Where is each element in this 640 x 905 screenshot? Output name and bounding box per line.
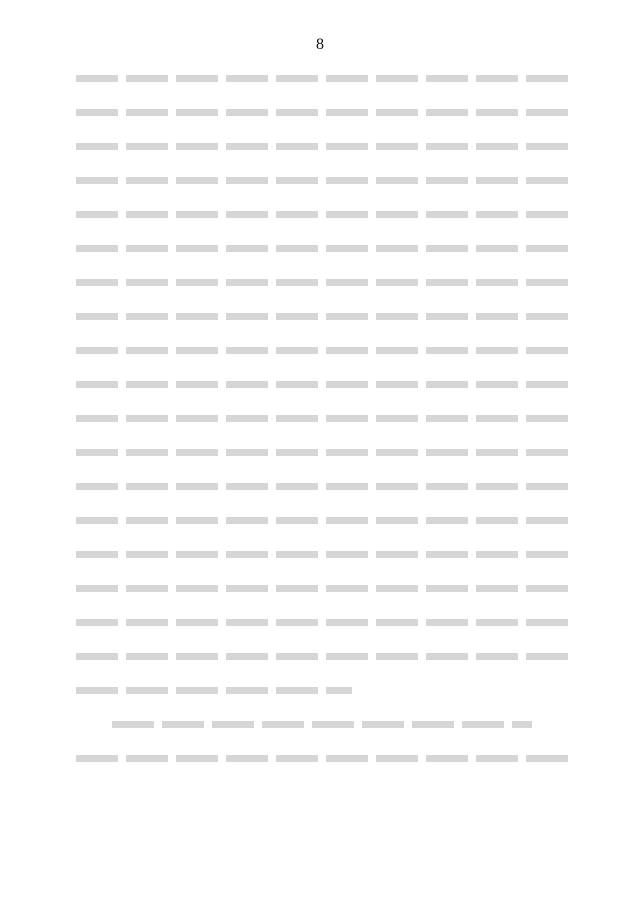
paragraph-12 <box>76 716 568 767</box>
text-line <box>76 206 568 223</box>
text-line <box>76 274 568 291</box>
text-line <box>76 308 568 325</box>
text-line <box>76 546 568 563</box>
text-line <box>76 512 568 529</box>
text-line <box>76 614 568 631</box>
text-line <box>76 478 568 495</box>
text-line <box>76 240 568 257</box>
text-line <box>76 70 568 87</box>
text-line <box>76 444 568 461</box>
text-line <box>76 376 568 393</box>
text-line <box>76 750 568 767</box>
body-text <box>76 70 568 784</box>
text-line <box>76 172 568 189</box>
text-line <box>76 682 568 699</box>
text-line <box>112 716 568 733</box>
text-line <box>76 648 568 665</box>
text-line <box>76 138 568 155</box>
text-line <box>76 580 568 597</box>
paragraph-continued <box>76 70 568 699</box>
page-number: 8 <box>316 36 324 53</box>
text-line <box>76 104 568 121</box>
text-line <box>76 342 568 359</box>
text-line <box>76 410 568 427</box>
